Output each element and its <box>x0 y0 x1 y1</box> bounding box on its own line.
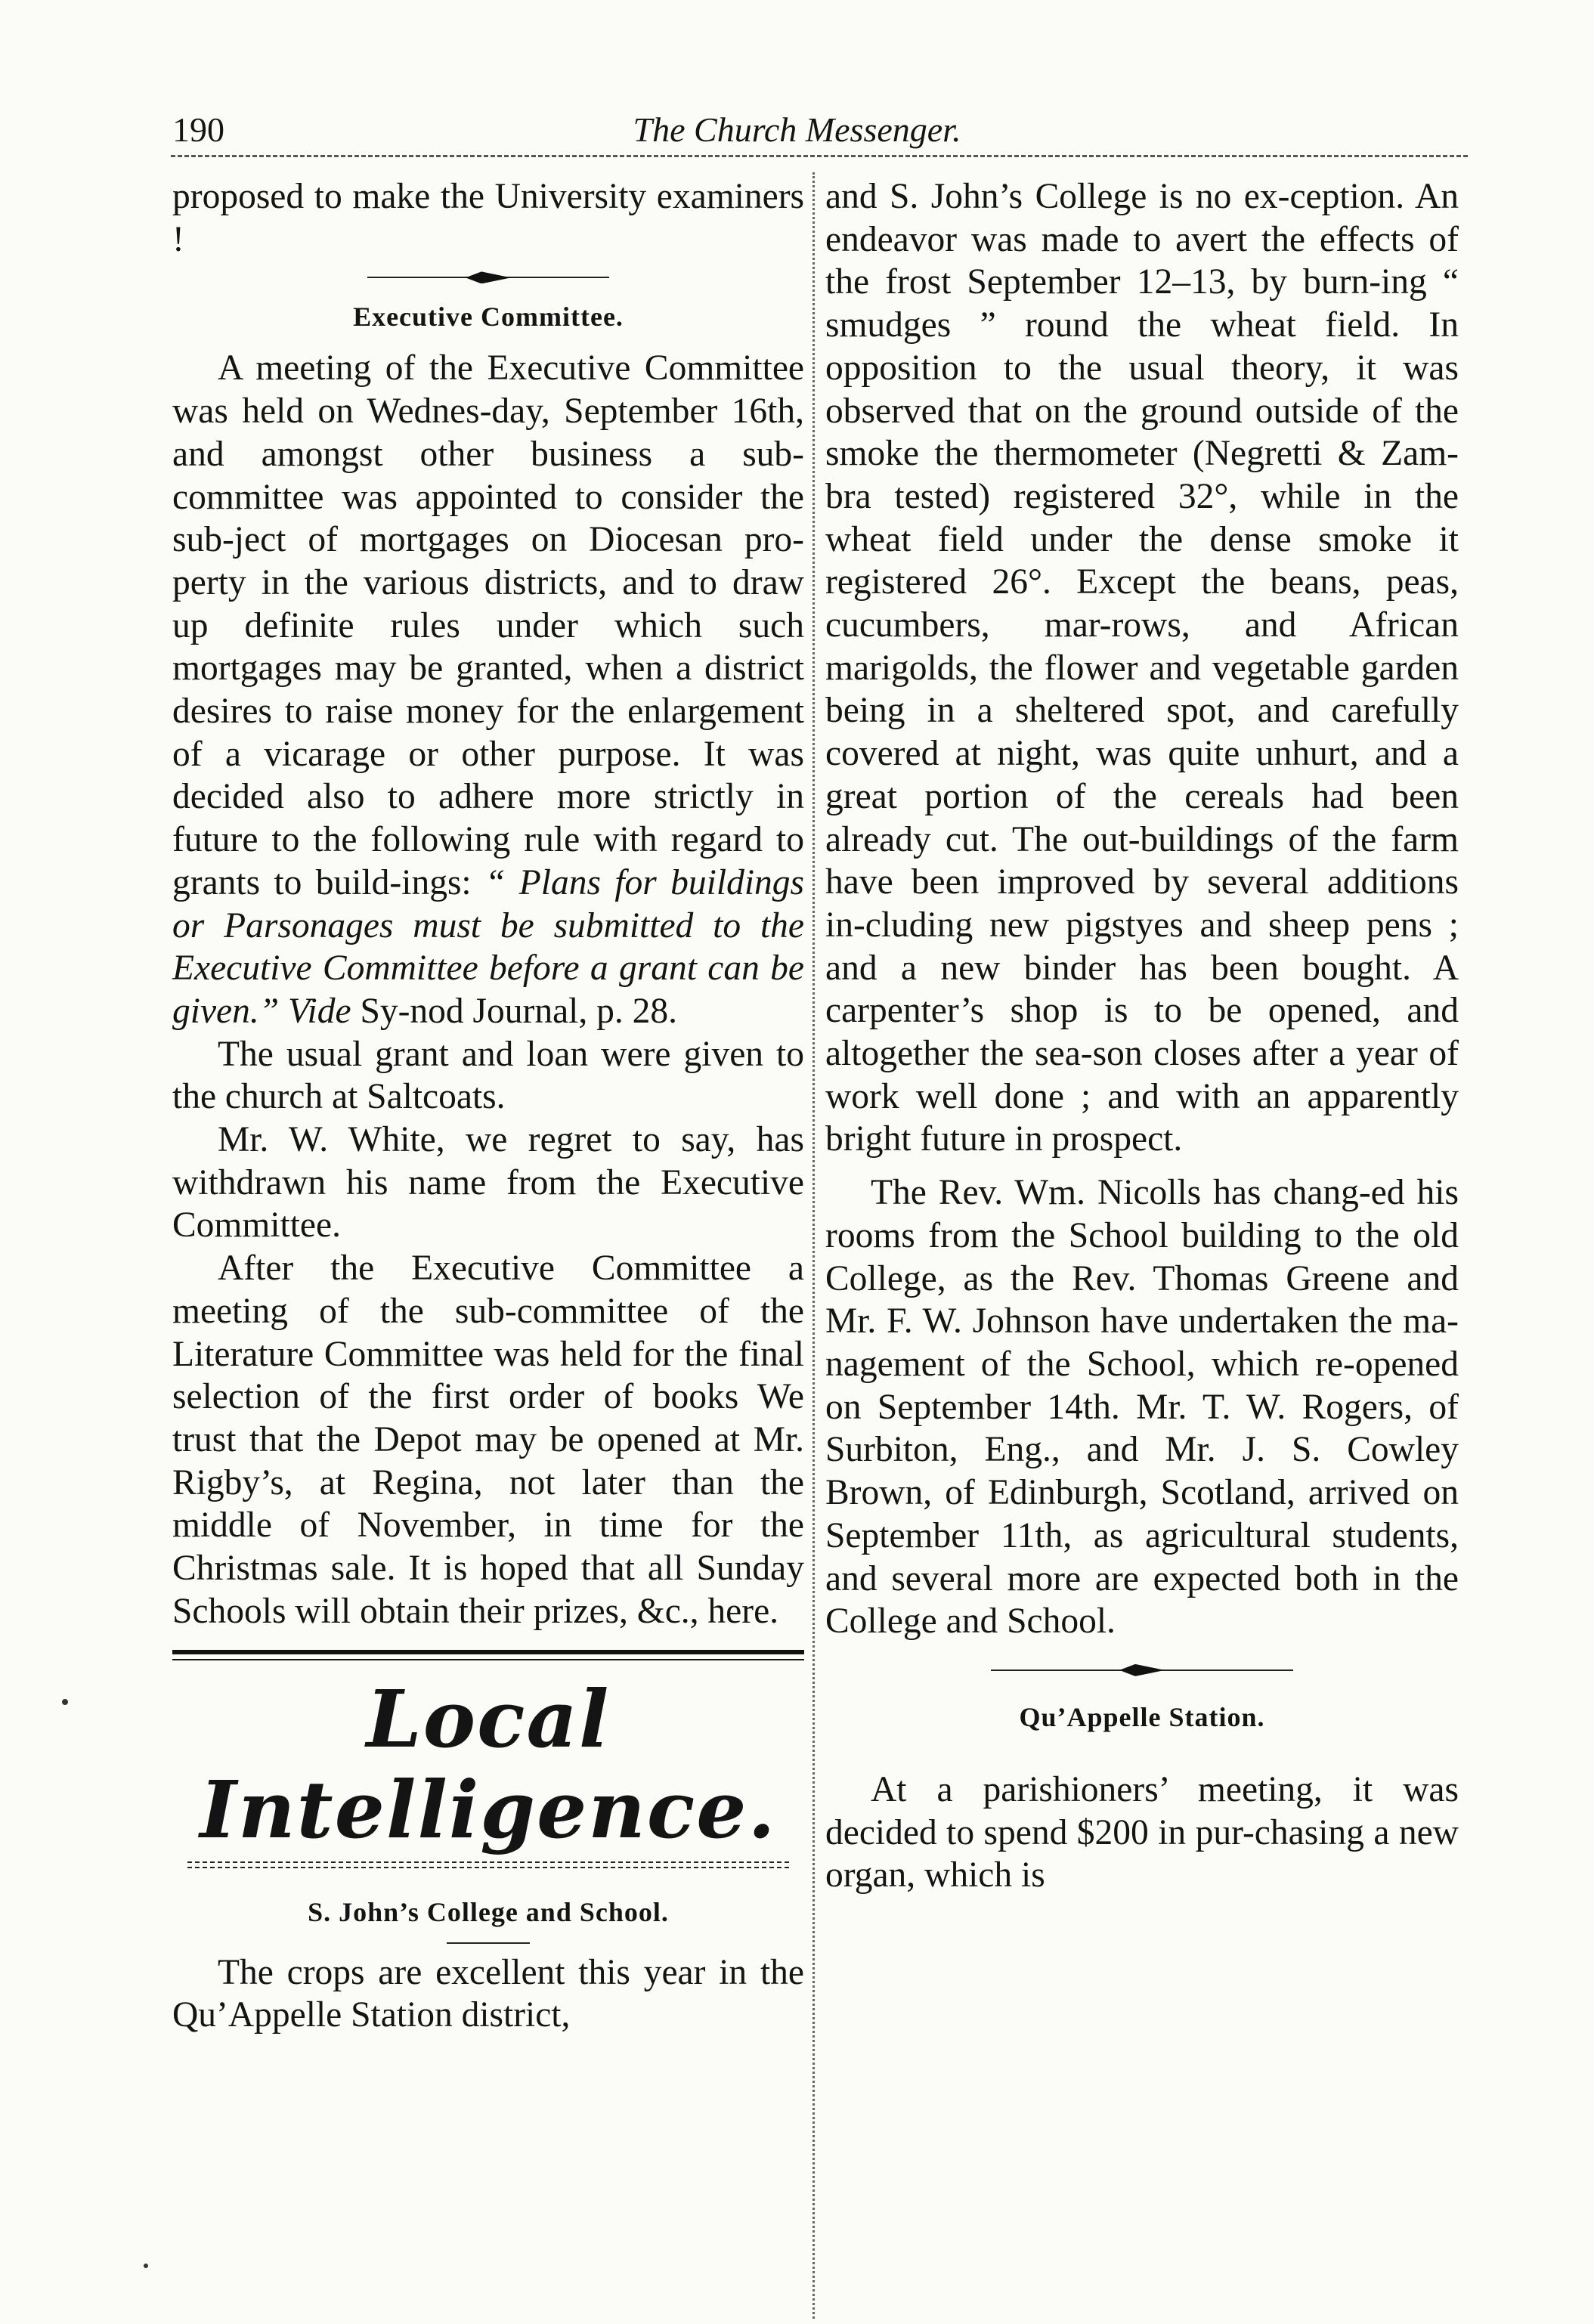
section-heading-quappelle-station: Qu’Appelle Station. <box>1019 1701 1265 1732</box>
paragraph-grant: The usual grant and loan were given to the church at Saltcoats. <box>172 1034 804 1117</box>
page-number: 190 <box>172 110 224 149</box>
paragraph-meeting: A meeting of the Executive Committee was held on Wednes-day, September 16th, and amongst other business a sub-committee was appointed to consider the sub-ject of mortgages on Diocesan pro-perty in the various districts, and to draw up definite rules under which such mortgages may be granted, when a district desires to raise money for the enlargement of a vicarage or other purpose. It was decided also to adhere more strictly in future to the following rule with regard to grants to build-ings: “ Plans for buildings or Parsonages must be submitted to the Executive Committee before a grant can be given.” Vide Sy-nod Journal, p. 28. <box>172 348 804 1031</box>
paragraph-crops: The crops are excellent this year in the Qu’Appelle Station district, <box>172 1952 804 2035</box>
banner-rule-bottom <box>187 1867 789 1868</box>
banner-local-intelligence: Local Intelligence. <box>200 1672 777 1856</box>
paragraph-university: proposed to make the University examiners ! <box>172 177 804 259</box>
paragraph-literature: After the Executive Committee a meeting of the sub-committee of the Literature Committee was held for the final selection of the first order of books We trust that the Depot may be opened at Mr. Rigby’s, at Regina, not later than the middle of November, in time for the Christmas sale. It is hoped that all Sunday Schools will obtain their prizes, &c., here. <box>172 1249 804 1631</box>
paragraph-nicolls: The Rev. Wm. Nicolls has chang-ed his rooms from the School building to the old College, as the Rev. Thomas Greene and Mr. F. W. Johnson have undertaken the ma-nagement of the School, which re-opened on September 14th. Mr. T. W. Rogers, of Surbiton, Eng., and Mr. J. S. Cowley Brown, of Edinburgh, Scotland, arrived on September 11th, as agricultural students, and several more are expected both in the College and School. <box>825 1173 1459 1642</box>
vide-word: Vide <box>288 991 351 1031</box>
banner-rule-top <box>187 1861 789 1863</box>
right-column <box>825 175 1459 1897</box>
print-speck <box>144 2264 148 2268</box>
ornament-rule <box>991 1660 1293 1681</box>
section-heading-executive-committee: Executive Committee. <box>353 302 624 333</box>
running-title: The Church Messenger. <box>633 110 961 149</box>
left-column <box>172 175 804 2037</box>
paragraph-frost: and S. John’s College is no ex-ception. An endeavor was made to avert the effects of the frost September 12–13, by burn-ing “ smudges ” round the wheat field. In opposition to the usual theory, it was observed that on the ground outside of the smoke the thermometer (Negretti & Zam-bra tested) registered 32°, while in the wheat field under the dense smoke it registered 26°. Except the beans, peas, cucumbers, mar-rows, and African marigolds, the flower and vegetable garden being in a sheltered spot, and carefully covered at night, was quite unhurt, and a great portion of the cereals had been already cut. The out-buildings of the farm have been improved by several additions in-cluding new pigstyes and sheep pens ; and a new binder has been bought. A carpenter’s shop is to be opened, and altogether the sea-son closes after a year of work well done ; and with an apparently bright future in prospect. <box>825 177 1459 1159</box>
section-heading-st-johns: S. John’s College and School. <box>308 1896 669 1927</box>
thin-rule <box>172 1659 804 1660</box>
heavy-rule <box>172 1650 804 1654</box>
header-rule <box>171 155 1468 157</box>
paragraph-organ: At a parishioners’ meeting, it was decided to spend $200 in pur-chasing a new organ, which is <box>825 1769 1459 1895</box>
column-divider <box>812 172 815 2319</box>
ornament-rule <box>367 267 609 288</box>
print-speck <box>62 1699 68 1705</box>
paragraph-white: Mr. W. White, we regret to say, has withdrawn his name from the Executive Committee. <box>172 1120 804 1246</box>
short-rule <box>447 1942 530 1944</box>
quoted-rule: “ Plans for buildings or Parsonages must be submitted to the Executive Committee before a grant can be given.” <box>172 862 804 1031</box>
